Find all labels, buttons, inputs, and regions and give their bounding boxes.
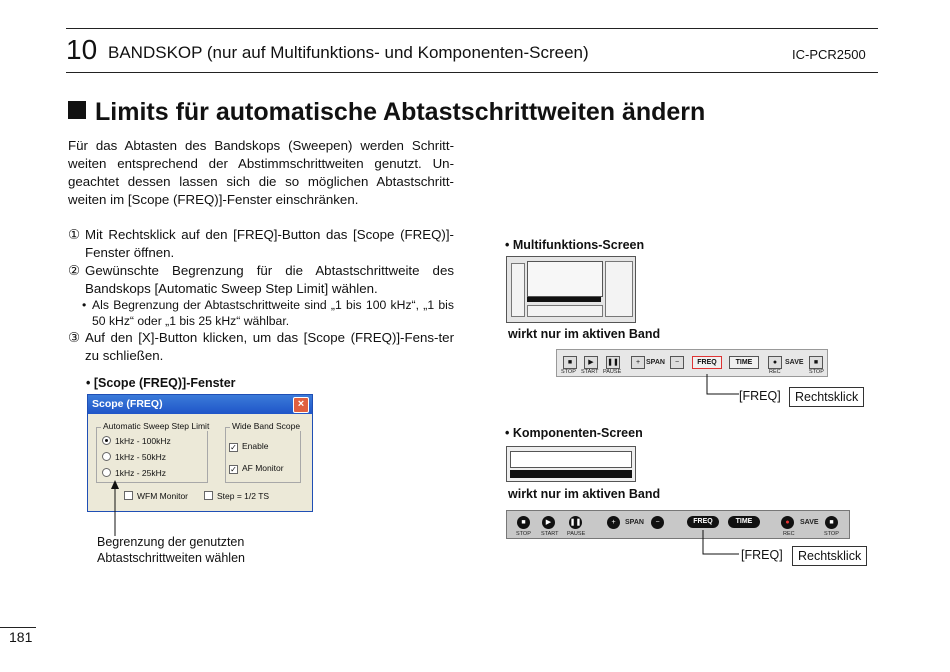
step-2: [68, 262, 454, 298]
left-panel: [511, 263, 525, 317]
time-button[interactable]: TIME: [729, 356, 759, 369]
stop-save-label: STOP: [809, 369, 824, 375]
span-label: SPAN: [625, 519, 644, 526]
step-3: [68, 329, 454, 365]
radio-icon[interactable]: [102, 468, 111, 477]
window-titlebar: [88, 395, 312, 414]
option-label: 1kHz - 25kHz: [115, 468, 167, 478]
span-up-button[interactable]: +: [607, 516, 620, 529]
option-50khz[interactable]: [102, 452, 166, 462]
stop-button[interactable]: ■: [563, 356, 577, 369]
comp-screen-caption: • Komponenten-Screen: [505, 426, 643, 440]
start-button[interactable]: ▶: [584, 356, 598, 369]
checkbox-icon[interactable]: [204, 491, 213, 500]
start-button[interactable]: ▶: [542, 516, 555, 529]
pause-label: PAUSE: [603, 369, 622, 375]
checkbox-label: Step = 1/2 TS: [217, 491, 270, 501]
step-text: Gewünschte Begrenzung für die Abtastschrittweite des Bandskops [Automatic Sweep Step Limit] wählen.: [85, 263, 454, 296]
comp-note: wirkt nur im aktiven Band: [508, 487, 661, 501]
wide-band-group-title: Wide Band Scope: [232, 421, 301, 431]
option-label: 1kHz - 50kHz: [115, 452, 167, 462]
option-25khz[interactable]: [102, 468, 166, 478]
multi-screen-thumbnail: [506, 256, 636, 323]
pause-label: PAUSE: [567, 531, 586, 537]
checkbox-label: Enable: [242, 441, 269, 451]
band-bar: [527, 297, 601, 302]
start-label: START: [541, 531, 559, 537]
rec-button[interactable]: ●: [781, 516, 794, 529]
section-title: [68, 98, 705, 127]
section-title-text: Limits für automatische Abtastschrittweiten ändern: [95, 98, 706, 126]
checkbox-label: WFM Monitor: [137, 491, 188, 501]
time-button[interactable]: TIME: [728, 516, 760, 528]
window-title: Scope (FREQ): [92, 398, 163, 410]
bullet-text: Als Begrenzung der Abtastschrittweite sind „1 bis 100 kHz“, „1 bis 50 kHz“ oder „1 bis 25 kHz“ wählbar.: [92, 298, 454, 328]
wide-band-group: [225, 421, 301, 483]
annotation-arrow-icon: [100, 478, 130, 538]
radio-selected-icon[interactable]: [102, 436, 111, 445]
header-rule-top: [66, 28, 878, 29]
rec-button[interactable]: ●: [768, 356, 782, 369]
step-number: ①: [68, 227, 80, 242]
comp-rechtsklick-label: Rechtsklick: [792, 546, 867, 566]
stop-save-label: STOP: [824, 531, 839, 537]
scope-annotation: Begrenzung der genutzten Abtastschrittweiten wählen: [97, 535, 245, 565]
stop-save-button[interactable]: ■: [825, 516, 838, 529]
footer-rule: [0, 627, 36, 628]
model-name: IC-PCR2500: [792, 47, 866, 62]
rec-label: REC: [769, 369, 781, 375]
stop-label: STOP: [516, 531, 531, 537]
intro-paragraph: Für das Abtasten des Bandskops (Sweepen) werden Schritt-weiten entsprechend der Abstimmschrittweiten genutzt. Un-geachtet dessen lassen sich die so möglichen Abtastschritt-weiten im [Scope (FREQ)]-Fenster einschränken.: [68, 138, 454, 207]
close-button[interactable]: ×: [293, 397, 309, 413]
checkbox-checked-icon[interactable]: ✓: [230, 465, 237, 474]
band-bar: [510, 470, 632, 478]
stop-label: STOP: [561, 369, 576, 375]
display-panel: [510, 451, 632, 468]
multi-note: wirkt nur im aktiven Band: [508, 327, 661, 341]
checkbox-checked-icon[interactable]: ✓: [230, 443, 237, 452]
span-up-button[interactable]: +: [631, 356, 645, 369]
stop-button[interactable]: ■: [517, 516, 530, 529]
radio-icon[interactable]: [102, 452, 111, 461]
span-label: SPAN: [646, 359, 665, 366]
chapter-title: BANDSKOP (nur auf Multifunktions- und Komponenten-Screen): [108, 43, 589, 62]
comp-screen-thumbnail: [506, 446, 636, 482]
freq-leader-line: [696, 530, 740, 560]
multi-rechtsklick-label: Rechtsklick: [789, 387, 864, 407]
freq-button[interactable]: FREQ: [692, 356, 722, 369]
af-monitor-checkbox[interactable]: [229, 463, 284, 474]
step-half-checkbox[interactable]: [204, 491, 269, 501]
chapter-number: 10: [66, 34, 98, 65]
freq-leader-line: [700, 374, 740, 400]
bullet-dot-icon: •: [82, 298, 87, 312]
step-text: Mit Rechtsklick auf den [FREQ]-Button das [Scope (FREQ)]-Fenster öffnen.: [85, 227, 454, 260]
start-label: START: [581, 369, 599, 375]
step-number: ③: [68, 330, 80, 345]
right-panel: [605, 261, 633, 317]
display-panel: [527, 261, 603, 297]
square-bullet-icon: [68, 101, 86, 119]
sweep-step-group: [96, 421, 210, 483]
rec-label: REC: [783, 531, 795, 537]
page-number: 181: [9, 629, 33, 645]
step-text: Auf den [X]-Button klicken, um das [Scope (FREQ)]-Fens-ter zu schließen.: [85, 330, 454, 363]
comp-scope-toolbar: [506, 510, 850, 539]
freq-button[interactable]: FREQ: [687, 516, 719, 528]
save-label: SAVE: [785, 359, 804, 366]
comp-freq-label: [FREQ]: [741, 548, 783, 562]
multi-scope-toolbar: [556, 349, 828, 377]
lower-panel: [527, 305, 603, 317]
step-2-bullet: [82, 297, 454, 329]
header-rule-bottom: [66, 72, 878, 73]
pause-button[interactable]: ❚❚: [569, 516, 582, 529]
span-down-button[interactable]: −: [670, 356, 684, 369]
wfm-monitor-checkbox[interactable]: [124, 491, 188, 501]
multi-screen-caption: • Multifunktions-Screen: [505, 238, 645, 252]
span-down-button[interactable]: −: [651, 516, 664, 529]
save-label: SAVE: [800, 519, 819, 526]
pause-button[interactable]: ❚❚: [606, 356, 620, 369]
step-number: ②: [68, 263, 80, 278]
option-100khz[interactable]: [102, 436, 171, 446]
stop-save-button[interactable]: ■: [809, 356, 823, 369]
step-1: [68, 226, 454, 262]
scope-window-caption: • [Scope (FREQ)]-Fenster: [86, 376, 236, 390]
checkbox-label: AF Monitor: [242, 463, 284, 473]
option-label: 1kHz - 100kHz: [115, 436, 171, 446]
multi-freq-label: [FREQ]: [739, 389, 781, 403]
enable-checkbox[interactable]: [229, 441, 268, 452]
sweep-step-group-title: Automatic Sweep Step Limit: [103, 421, 210, 431]
